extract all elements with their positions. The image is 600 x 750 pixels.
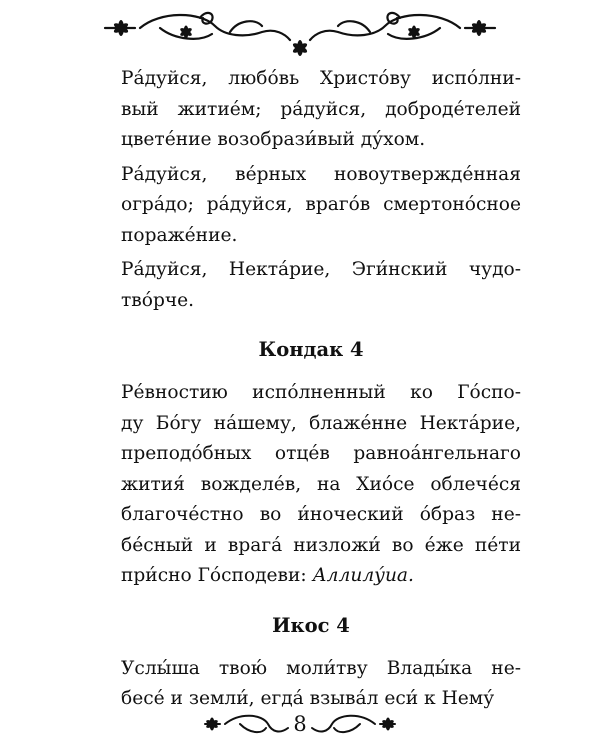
text-line xyxy=(101,255,521,286)
text-line-content: Ре́вностию испо́лненный ко Го́спо- xyxy=(121,382,521,403)
text-line xyxy=(101,561,521,592)
text-line xyxy=(101,378,521,409)
text-line-content: благоче́стно во и́ноческий о́браз не- xyxy=(121,504,521,525)
text-line-content: Ра́дуйся, ве́рных новоутвержде́нная xyxy=(121,163,521,185)
text-line-content: Ра́дуйся, любо́вь Христо́ву испо́лни- xyxy=(121,68,521,89)
text-line xyxy=(101,64,521,95)
text-line xyxy=(101,531,521,562)
text-line-content: тво́рче. xyxy=(121,289,195,311)
paragraph xyxy=(101,160,521,252)
page-number: 8 xyxy=(293,712,307,736)
top-ornament xyxy=(0,6,600,58)
section-heading: Кондак 4 xyxy=(258,338,364,361)
text-line xyxy=(101,286,521,317)
text-line-content: бесе́ и земли́, егда́ взыва́л еси́ к Нему́ xyxy=(121,688,495,709)
text-line-content: ду Бо́гу на́шему, блаже́нне Некта́рие, xyxy=(121,412,521,434)
text-line-content: Ра́дуйся, Некта́рие, Эги́нский чудо- xyxy=(121,259,521,280)
floral-ornament-icon xyxy=(0,6,600,58)
paragraph xyxy=(101,378,521,592)
text-line xyxy=(101,221,521,252)
page-text xyxy=(101,64,521,715)
text-line-content: вый житие́м; ра́дуйся, доброде́телей xyxy=(121,98,521,120)
text-line-content: цвете́ние возобрази́вый ду́хом. xyxy=(121,129,426,150)
text-line xyxy=(101,125,521,156)
text-line xyxy=(101,409,521,440)
text-line-content: Услы́ша твою́ моли́тву Влады́ка не- xyxy=(121,657,521,679)
paragraph xyxy=(101,255,521,316)
text-line xyxy=(101,439,521,470)
paragraph xyxy=(101,64,521,156)
text-line xyxy=(101,160,521,191)
text-line-content: пораже́ние. xyxy=(121,224,238,246)
text-line xyxy=(101,654,521,685)
text-line-content: преподо́бных отце́в равноа́нгельнаго xyxy=(121,443,521,464)
text-line xyxy=(101,190,521,221)
text-line-content: огра́до; ра́дуйся, враго́в смертоно́сное xyxy=(121,194,521,215)
text-line xyxy=(101,470,521,501)
text-line-content: при́сно Го́сподеви: xyxy=(121,565,313,586)
text-line-content: бе́сный и врага́ низложи́ во е́же пе́ти xyxy=(121,534,521,556)
section-heading: Икос 4 xyxy=(272,613,350,637)
text-line xyxy=(101,500,521,531)
refrain-italic: Аллилу́иа. xyxy=(312,565,414,586)
text-line xyxy=(101,95,521,126)
text-line-content: жития́ вожделе́в, на Хио́се облече́ся xyxy=(121,473,521,495)
